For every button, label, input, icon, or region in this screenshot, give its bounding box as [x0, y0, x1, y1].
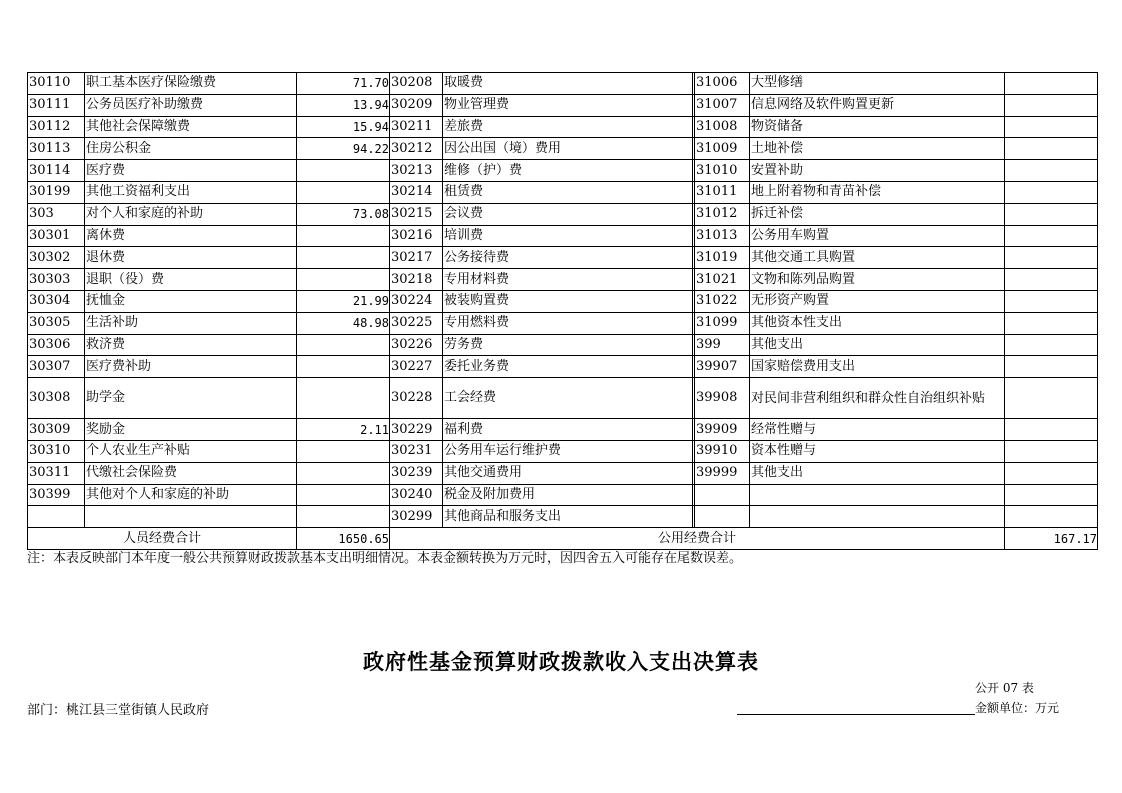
code-cell: 30311	[28, 462, 85, 484]
table-row	[28, 334, 1098, 356]
name-cell: 文物和陈列品购置	[750, 269, 1005, 291]
code-cell: 31021	[695, 269, 750, 291]
amount-cell: 21.99	[297, 290, 390, 312]
code-cell: 399	[695, 334, 750, 356]
amount-cell: 94.22	[297, 138, 390, 160]
amount-cell	[297, 160, 390, 182]
amount-cell	[1005, 356, 1098, 378]
name-cell: 培训费	[443, 225, 693, 247]
code-cell: 30304	[28, 290, 85, 312]
code-cell: 31012	[695, 203, 750, 225]
amount-unit-label: 金额单位：万元	[975, 701, 1060, 715]
name-cell: 差旅费	[443, 116, 693, 138]
amount-cell	[297, 378, 390, 419]
code-cell: 30301	[28, 225, 85, 247]
table-row	[28, 378, 1098, 419]
code-cell: 31007	[695, 94, 750, 116]
name-cell: 国家赔偿费用支出	[750, 356, 1005, 378]
code-cell: 30208	[390, 73, 443, 95]
name-cell: 其他支出	[750, 462, 1005, 484]
amount-cell	[1005, 73, 1098, 95]
code-cell: 31010	[695, 160, 750, 182]
code-cell: 30308	[28, 378, 85, 419]
code-cell: 31008	[695, 116, 750, 138]
code-cell	[28, 506, 85, 528]
amount-cell	[1005, 160, 1098, 182]
name-cell: 维修（护）费	[443, 160, 693, 182]
name-cell: 生活补助	[85, 312, 297, 334]
amount-cell	[297, 356, 390, 378]
personnel-total-label: 人员经费合计	[28, 528, 297, 550]
amount-cell	[1005, 116, 1098, 138]
name-cell	[85, 506, 297, 528]
name-cell: 退职（役）费	[85, 269, 297, 291]
name-cell: 代缴社会保险费	[85, 462, 297, 484]
name-cell: 专用燃料费	[443, 312, 693, 334]
code-cell: 30309	[28, 419, 85, 441]
name-cell: 工会经费	[443, 378, 693, 419]
code-cell: 30211	[390, 116, 443, 138]
code-cell: 30231	[390, 440, 443, 462]
name-cell: 经常性赠与	[750, 419, 1005, 441]
personnel-total-value: 1650.65	[297, 528, 390, 550]
amount-cell	[297, 247, 390, 269]
expenditure-detail-table	[27, 72, 1098, 550]
amount-cell	[297, 334, 390, 356]
table-row	[28, 181, 1098, 203]
code-cell: 31099	[695, 312, 750, 334]
name-cell: 无形资产购置	[750, 290, 1005, 312]
code-cell: 30216	[390, 225, 443, 247]
code-cell: 30224	[390, 290, 443, 312]
name-cell: 会议费	[443, 203, 693, 225]
name-cell: 其他对个人和家庭的补助	[85, 484, 297, 506]
name-cell: 福利费	[443, 419, 693, 441]
table-row	[28, 160, 1098, 182]
code-cell: 30226	[390, 334, 443, 356]
code-cell: 30213	[390, 160, 443, 182]
code-cell: 30225	[390, 312, 443, 334]
amount-cell	[1005, 506, 1098, 528]
name-cell: 其他资本性支出	[750, 312, 1005, 334]
name-cell: 公务员医疗补助缴费	[85, 94, 297, 116]
code-cell: 30110	[28, 73, 85, 95]
code-cell: 31022	[695, 290, 750, 312]
code-cell: 30228	[390, 378, 443, 419]
amount-cell	[297, 506, 390, 528]
table-row	[28, 356, 1098, 378]
code-cell: 39908	[695, 378, 750, 419]
table-row	[28, 290, 1098, 312]
code-cell: 30215	[390, 203, 443, 225]
name-cell: 取暖费	[443, 73, 693, 95]
name-cell: 大型修缮	[750, 73, 1005, 95]
code-cell: 31006	[695, 73, 750, 95]
name-cell: 公务用车运行维护费	[443, 440, 693, 462]
table-row	[28, 269, 1098, 291]
code-cell: 30305	[28, 312, 85, 334]
code-cell: 30199	[28, 181, 85, 203]
code-cell: 30217	[390, 247, 443, 269]
table-row	[28, 94, 1098, 116]
name-cell: 土地补偿	[750, 138, 1005, 160]
code-cell	[695, 506, 750, 528]
name-cell: 被装购置费	[443, 290, 693, 312]
table-row	[28, 312, 1098, 334]
name-cell: 离休费	[85, 225, 297, 247]
amount-cell: 15.94	[297, 116, 390, 138]
table-row	[28, 73, 1098, 95]
name-cell: 住房公积金	[85, 138, 297, 160]
name-cell: 公务用车购置	[750, 225, 1005, 247]
name-cell: 医疗费补助	[85, 356, 297, 378]
public-total-value: 167.17	[1005, 528, 1098, 550]
amount-cell	[297, 181, 390, 203]
name-cell: 其他支出	[750, 334, 1005, 356]
code-cell: 30227	[390, 356, 443, 378]
amount-cell	[1005, 247, 1098, 269]
code-cell: 30307	[28, 356, 85, 378]
name-cell: 对个人和家庭的补助	[85, 203, 297, 225]
code-cell	[695, 484, 750, 506]
name-cell: 其他商品和服务支出	[443, 506, 693, 528]
amount-cell	[1005, 290, 1098, 312]
amount-cell	[297, 440, 390, 462]
code-cell: 303	[28, 203, 85, 225]
amount-cell	[1005, 225, 1098, 247]
amount-cell	[1005, 440, 1098, 462]
code-cell: 31019	[695, 247, 750, 269]
amount-cell	[1005, 269, 1098, 291]
name-cell	[750, 484, 1005, 506]
code-cell: 39907	[695, 356, 750, 378]
code-cell: 30214	[390, 181, 443, 203]
code-cell: 30240	[390, 484, 443, 506]
form-number: 公开 07 表	[975, 681, 1034, 695]
amount-cell: 13.94	[297, 94, 390, 116]
amount-cell	[1005, 138, 1098, 160]
name-cell: 其他交通工具购置	[750, 247, 1005, 269]
code-cell: 31011	[695, 181, 750, 203]
table-row	[28, 506, 1098, 528]
name-cell: 奖励金	[85, 419, 297, 441]
code-cell: 30299	[390, 506, 443, 528]
code-cell: 30113	[28, 138, 85, 160]
amount-cell	[1005, 203, 1098, 225]
table-row	[28, 138, 1098, 160]
name-cell: 专用材料费	[443, 269, 693, 291]
name-cell: 其他工资福利支出	[85, 181, 297, 203]
amount-cell: 2.11	[297, 419, 390, 441]
code-cell: 30303	[28, 269, 85, 291]
name-cell: 对民间非营利组织和群众性自治组织补贴	[750, 378, 1005, 419]
code-cell: 30229	[390, 419, 443, 441]
name-cell: 租赁费	[443, 181, 693, 203]
amount-cell	[1005, 94, 1098, 116]
amount-cell: 73.08	[297, 203, 390, 225]
amount-cell	[1005, 462, 1098, 484]
table-row	[28, 419, 1098, 441]
name-cell: 助学金	[85, 378, 297, 419]
name-cell: 劳务费	[443, 334, 693, 356]
code-cell: 39909	[695, 419, 750, 441]
amount-cell	[297, 225, 390, 247]
code-cell: 31013	[695, 225, 750, 247]
name-cell: 委托业务费	[443, 356, 693, 378]
amount-cell	[1005, 419, 1098, 441]
table-row	[28, 116, 1098, 138]
name-cell: 拆迁补偿	[750, 203, 1005, 225]
name-cell: 其他社会保障缴费	[85, 116, 297, 138]
name-cell: 因公出国（境）费用	[443, 138, 693, 160]
code-cell: 39999	[695, 462, 750, 484]
header-underline	[737, 714, 975, 715]
code-cell: 31009	[695, 138, 750, 160]
department-label: 部门：桃江县三堂街镇人民政府	[27, 703, 210, 718]
table-row	[28, 247, 1098, 269]
name-cell	[750, 506, 1005, 528]
name-cell: 个人农业生产补贴	[85, 440, 297, 462]
amount-cell	[1005, 312, 1098, 334]
name-cell: 退休费	[85, 247, 297, 269]
code-cell: 30302	[28, 247, 85, 269]
amount-cell	[297, 269, 390, 291]
amount-cell: 48.98	[297, 312, 390, 334]
next-table-title: 政府性基金预算财政拨款收入支出决算表	[363, 649, 759, 674]
amount-cell	[1005, 181, 1098, 203]
table-note: 注：本表反映部门本年度一般公共预算财政拨款基本支出明细情况。本表金额转换为万元时，因四舍五入可能存在尾数误差。	[27, 551, 743, 566]
amount-cell: 71.70	[297, 73, 390, 95]
table-row	[28, 203, 1098, 225]
code-cell: 30399	[28, 484, 85, 506]
name-cell: 职工基本医疗保险缴费	[85, 73, 297, 95]
amount-cell	[1005, 378, 1098, 419]
name-cell: 安置补助	[750, 160, 1005, 182]
name-cell: 物业管理费	[443, 94, 693, 116]
name-cell: 物资储备	[750, 116, 1005, 138]
code-cell: 30239	[390, 462, 443, 484]
amount-cell	[1005, 484, 1098, 506]
table-row	[28, 462, 1098, 484]
table-row	[28, 484, 1098, 506]
name-cell: 公务接待费	[443, 247, 693, 269]
code-cell: 30218	[390, 269, 443, 291]
name-cell: 税金及附加费用	[443, 484, 693, 506]
code-cell: 30111	[28, 94, 85, 116]
name-cell: 救济费	[85, 334, 297, 356]
name-cell: 其他交通费用	[443, 462, 693, 484]
code-cell: 39910	[695, 440, 750, 462]
name-cell: 资本性赠与	[750, 440, 1005, 462]
amount-cell	[297, 484, 390, 506]
amount-cell	[1005, 334, 1098, 356]
name-cell: 医疗费	[85, 160, 297, 182]
public-total-label: 公用经费合计	[390, 528, 1005, 550]
code-cell: 30114	[28, 160, 85, 182]
amount-cell	[297, 462, 390, 484]
code-cell: 30112	[28, 116, 85, 138]
name-cell: 信息网络及软件购置更新	[750, 94, 1005, 116]
table-row	[28, 225, 1098, 247]
code-cell: 30306	[28, 334, 85, 356]
name-cell: 抚恤金	[85, 290, 297, 312]
name-cell: 地上附着物和青苗补偿	[750, 181, 1005, 203]
code-cell: 30212	[390, 138, 443, 160]
table-row	[28, 440, 1098, 462]
code-cell: 30310	[28, 440, 85, 462]
code-cell: 30209	[390, 94, 443, 116]
